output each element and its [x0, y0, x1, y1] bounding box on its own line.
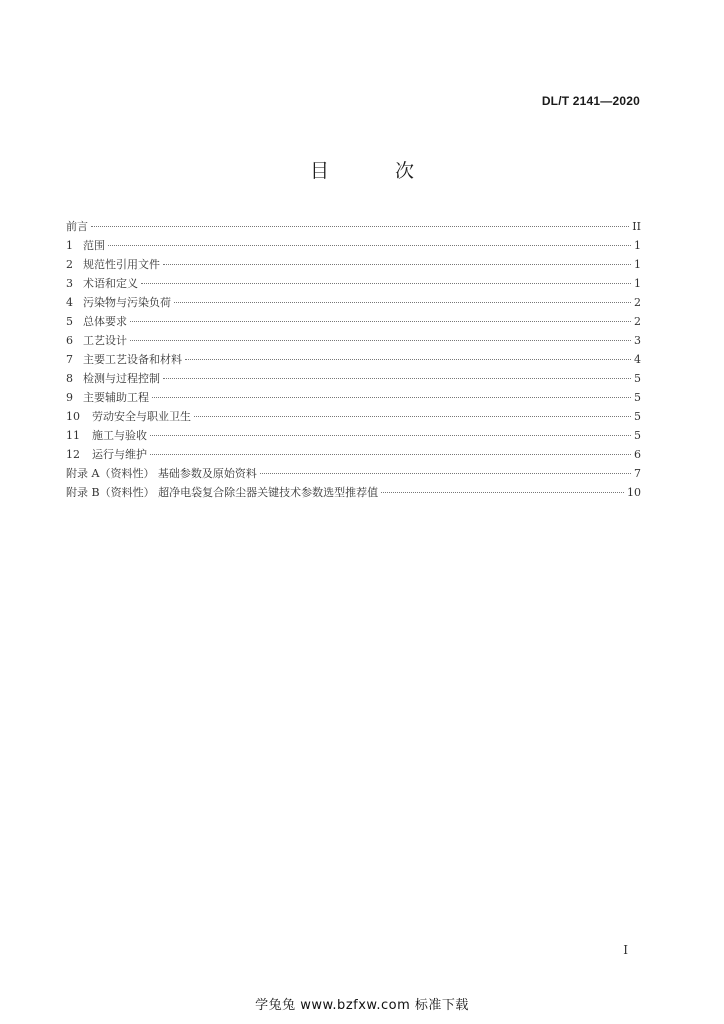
toc-entry-page: 2: [634, 315, 641, 328]
toc-entry-label: 施工与验收: [92, 429, 147, 442]
dot-leader: [150, 435, 631, 436]
standard-code: DL/T 2141—2020: [541, 94, 640, 108]
toc-entry-5[interactable]: [66, 312, 641, 331]
toc-entry-label: 附录 B（资料性） 超净电袋复合除尘器关键技术参数选型推荐值: [66, 486, 379, 499]
footer-watermark: 学兔兔 www.bzfxw.com 标准下载: [255, 998, 469, 1013]
toc-entry-page: 4: [634, 353, 641, 366]
toc-entry-page: II: [632, 220, 641, 233]
toc-entry-4[interactable]: [66, 293, 641, 312]
toc-entry-11[interactable]: [66, 426, 641, 445]
toc-entry-page: 2: [634, 296, 641, 309]
page-title: 目 次: [309, 160, 445, 182]
toc-entry-label: 术语和定义: [83, 277, 138, 290]
toc-entry-foreword[interactable]: [66, 217, 641, 236]
toc-entry-number: 11: [66, 429, 80, 442]
dot-leader: [163, 264, 631, 265]
toc-entry-number: 12: [66, 448, 80, 461]
toc-entry-number: 3: [66, 277, 73, 290]
toc-entry-label: 规范性引用文件: [83, 258, 160, 271]
toc-entry-number: 10: [66, 410, 80, 423]
toc-entry-page: 5: [634, 410, 641, 423]
toc-entry-label: 主要工艺设备和材料: [83, 353, 182, 366]
toc-entry-number: 2: [66, 258, 73, 271]
dot-leader: [381, 492, 624, 493]
toc-entry-page: 7: [634, 467, 641, 480]
dot-leader: [150, 454, 631, 455]
dot-leader: [260, 473, 631, 474]
toc-entry-7[interactable]: [66, 350, 641, 369]
toc-entry-8[interactable]: [66, 369, 641, 388]
toc-entry-number: 4: [66, 296, 73, 309]
toc-entry-10[interactable]: [66, 407, 641, 426]
toc-entry-page: 5: [634, 372, 641, 385]
page-number: I: [623, 943, 628, 957]
toc-entry-9[interactable]: [66, 388, 641, 407]
toc-entry-number: 7: [66, 353, 73, 366]
toc-entry-label: 范围: [83, 239, 105, 252]
toc-entry-label: 运行与维护: [92, 448, 147, 461]
toc-entry-page: 1: [634, 277, 641, 290]
toc-entry-page: 3: [634, 334, 641, 347]
toc-entry-label: 主要辅助工程: [83, 391, 149, 404]
toc-entry-label: 附录 A（资料性） 基础参数及原始资料: [66, 467, 257, 480]
toc-entry-page: 6: [634, 448, 641, 461]
toc-entry-label: 劳动安全与职业卫生: [92, 410, 191, 423]
toc-entry-number: 5: [66, 315, 73, 328]
dot-leader: [130, 340, 631, 341]
toc-entry-page: 10: [627, 486, 641, 499]
toc-entry-appendix-a[interactable]: [66, 464, 641, 483]
toc-entry-page: 1: [634, 258, 641, 271]
toc-entry-label: 工艺设计: [83, 334, 127, 347]
toc-entry-number: 1: [66, 239, 73, 252]
dot-leader: [185, 359, 631, 360]
toc-entry-number: 6: [66, 334, 73, 347]
dot-leader: [141, 283, 631, 284]
toc-entry-number: 9: [66, 391, 73, 404]
dot-leader: [174, 302, 631, 303]
dot-leader: [108, 245, 631, 246]
toc-entry-label: 前言: [66, 220, 88, 233]
toc-entry-appendix-b[interactable]: [66, 483, 641, 502]
dot-leader: [130, 321, 631, 322]
toc-entry-label: 检测与过程控制: [83, 372, 160, 385]
dot-leader: [152, 397, 631, 398]
toc-entry-6[interactable]: [66, 331, 641, 350]
toc-entry-page: 5: [634, 429, 641, 442]
toc-entry-3[interactable]: [66, 274, 641, 293]
toc-entry-label: 污染物与污染负荷: [83, 296, 171, 309]
toc-entry-12[interactable]: [66, 445, 641, 464]
toc-entry-page: 1: [634, 239, 641, 252]
toc-entry-1[interactable]: [66, 236, 641, 255]
table-of-contents: [66, 217, 641, 502]
toc-entry-2[interactable]: [66, 255, 641, 274]
toc-entry-number: 8: [66, 372, 73, 385]
toc-entry-page: 5: [634, 391, 641, 404]
dot-leader: [194, 416, 631, 417]
dot-leader: [163, 378, 631, 379]
dot-leader: [91, 226, 629, 227]
toc-entry-label: 总体要求: [83, 315, 127, 328]
